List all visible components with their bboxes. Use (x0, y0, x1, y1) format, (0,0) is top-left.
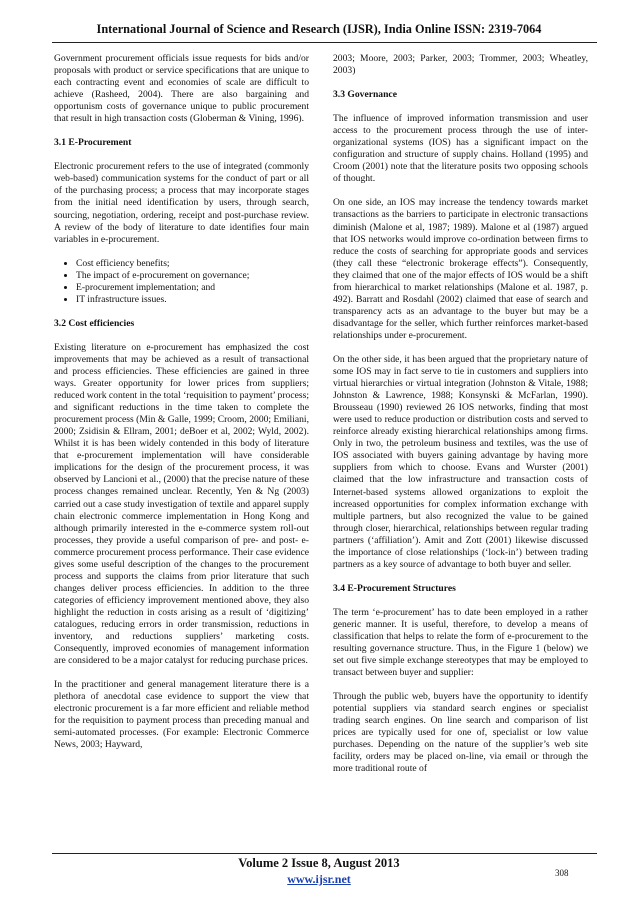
paragraph: 2003; Moore, 2003; Parker, 2003; Trommer, 2003; Wheatley, 2003) (333, 53, 588, 77)
paragraph: The influence of improved information transmission and user access to the procurement process through the use of inter-organizational systems (IOS) has a significant impact on the configuration and structure of supply chains. Holland (1995) and Croom (2001) note that the literature posits two opposing schools of thought. (333, 113, 588, 185)
issue-label: Volume 2 Issue 8, August 2013 (238, 856, 400, 870)
list-item: • Cost efficiency benefits; (76, 258, 309, 270)
list-item: • The impact of e-procurement on governance; (76, 270, 309, 282)
paragraph: In the practitioner and general management literature there is a plethora of anecdotal case evidence to support the view that electronic procurement is a far more efficient and reliable method for the requisition to payment process than preceding manual and semi-automated processes. (For example: Electronic Commerce News, 2003; Hayward, (54, 679, 309, 751)
section-heading-3-1: 3.1 E-Procurement (54, 137, 132, 149)
paragraph: Through the public web, buyers have the opportunity to identify potential suppliers via standard search engines or specialist trading search engines. On line search and comparison of list prices are typically used for one of, specialist or low value purchases. Depending on the nature of the supplier’s web site facility, orders may be placed on-line, via email or through the more traditional route of (333, 691, 588, 775)
section-heading-3-3: 3.3 Governance (333, 89, 397, 101)
list-item: • IT infrastructure issues. (76, 294, 309, 306)
paragraph: Electronic procurement refers to the use of integrated (commonly web-based) communication systems for the conduct of part or all of the purchasing process; a process that may incorporate stages from the initial need identification by users, through search, sourcing, negotiation, ordering, receipt and post-purchase review. A review of the body of literature to date identifies four main variables in e-procurement. (54, 161, 309, 245)
paragraph: On one side, an IOS may increase the tendency towards market transactions as the barriers to participate in electronic transactions diminish (Malone et al, 1987; 1989). Malone et al (1987) argued that IOS networks would improve co-ordination between firms to reduce the costs of searching for appropriate goods and services (they call these “electronic brokerage effects”). Consequently, they claimed that one of the major effects of IOS would be a shift from hierarchical to market relationships (Malone et al. 1987, p. 492). Barratt and Rosdahl (2002) claimed that ease of search and transparency acts as an advantage to the buyer but may be a disadvantage for the seller, which further reinforces market-based relationships under e-procurement. (333, 197, 588, 341)
right-column (333, 53, 588, 785)
list-item: • E-procurement implementation; and (76, 282, 309, 294)
paragraph: Government procurement officials issue requests for bids and/or proposals with product or service specifications that are unique to each contracting event and economies of scale are difficult to achieve (Rasheed, 2004). There are also bargaining and opportunism costs of governance unique to public procurement that result in high transaction costs (Globerman & Vining, 1996). (54, 53, 309, 125)
footer (0, 856, 638, 887)
paragraph: On the other side, it has been argued that the proprietary nature of some IOS may in fact serve to tie in customers and suppliers into virtual hierarchies or virtual integration (Johnston & Vitale, 1988; Johnston & Lawrence, 1988; Konsynski & McFarlan, 1990). Brousseau (1990) reviewed 26 IOS networks, finding that most were used to reduce production or distribution costs and served to reinforce already existing hierarchical relationships among firms. Only in two, the petroleum business and textiles, was the use of IOS associated with buyers gaining advantage by having more suppliers from which to choose. Evans and Wurster (2001) claimed that the low infrastructure and transaction costs of Internet-based systems allowed organizations to exploit the increased opportunities for complex information exchange with multiple partners, but also recognized the value to be gained through closer, hierarchical, relationships between regular trading partners (‘affiliation’). Amit and Zott (2001) likewise discussed the importance of close relationships (‘lock-in’) between trading partners as a key source of advantage to both buyer and seller. (333, 353, 588, 570)
journal-link[interactable]: www.ijsr.net (287, 872, 351, 886)
paragraph: Existing literature on e-procurement has emphasized the cost improvements that may be achieved as a result of transactional and process efficiencies. These efficiencies are gained in three ways. Greater opportunity for lower prices from suppliers; reduced work content in the total ‘requisition to payment’ process; and significant reductions in the time taken to complete the procurement process (Min & Galle, 1999; Croom, 2000; Emiliani, 2000; Zsidisin & Ellram, 2001; deBoer et al, 2002; Wyld, 2002). Whilst it is has been widely contended in this body of literature that e-procurement implementation will have considerable implications for the design of the procurement process, it was observed by Lancioni et al., (2000) that the precise nature of these process changes remained unclear. Recently, Yen & Ng (2003) carried out a case study investigation of textile and apparel supply chain electronic commerce implementation in Hong Kong and although primarily interested in the e-commerce system roll-out processes, they provide a useful comparison of pre- and post- e-commerce procurement process performance. Their case evidence gives some useful description of the changes to the procurement process and supports the claims from prior literature that such changes deliver process efficiencies. In addition to the three categories of efficiency improvement mentioned above, they also highlight the reduction in costs arising as a result of ‘digitizing’ catalogues, reducing errors in order transmission, reductions in inventory, and reductions suppliers’ marketing costs. Consequently, improved economies of management information are considered to be a major catalyst for reducing purchase prices. (54, 341, 309, 667)
section-heading-3-2: 3.2 Cost efficiencies (54, 317, 135, 329)
section-heading-3-4: 3.4 E-Procurement Structures (333, 582, 456, 594)
page-number: 308 (555, 868, 569, 878)
journal-header: International Journal of Science and Research (IJSR), India Online ISSN: 2319-7064 (96, 22, 542, 36)
header-divider (52, 42, 597, 43)
footer-divider (52, 853, 597, 854)
variables-list (54, 258, 309, 306)
paragraph: The term ‘e-procurement’ has to date been employed in a rather generic manner. It is useful, therefore, to develop a means of classification that helps to relate the form of e-procurement to the resulting governance structure. Thus, in the Figure 1 (below) we set out five simple exchange stereotypes that may be employed to transact between buyer and supplier: (333, 606, 588, 679)
left-column (54, 53, 309, 763)
